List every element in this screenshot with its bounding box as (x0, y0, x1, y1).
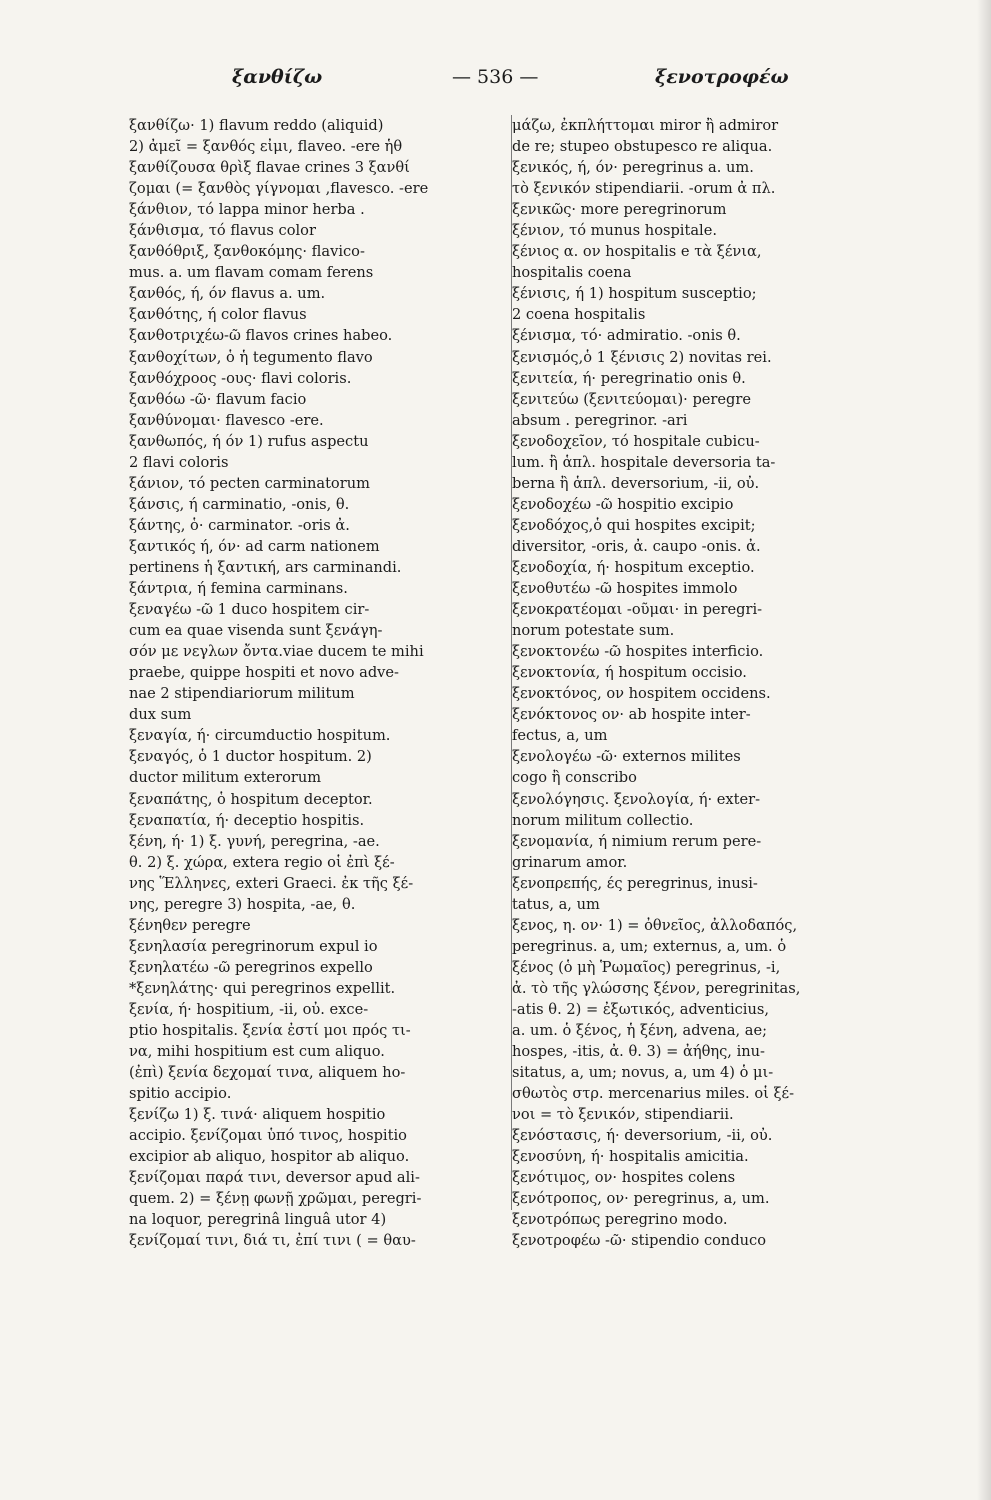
entry-line: ξανθόχροος -ους· flavi coloris. (129, 369, 352, 387)
entry-line: ξανθός, ή, όν flavus a. um. (129, 285, 326, 303)
entry-line: ξενότιμος, ον· hospites colens (512, 1169, 736, 1187)
entry-line: ξενος, η. ον· 1) = ὀθνεῖος, ἀλλοδαπός, (512, 916, 798, 934)
entry-line: ξενιτεύω (ξενιτεύομαι)· peregre (512, 390, 751, 408)
entry-line: quem. 2) = ξένῃ φωνῇ χρῶμαι, peregri- (129, 1190, 422, 1208)
entry-line: μάζω, ἐκπλήττομαι miror ἢ admiror (512, 117, 779, 134)
entry-line: ξενόστασις, ή· deversorium, -ii, οὐ. (512, 1127, 773, 1145)
entry-line: ξανθοτριχέω-ῶ flavos crines habeo. (129, 327, 393, 345)
entry-line: dux sum (129, 706, 192, 724)
entry-line: ξενοτροφέω -ῶ· stipendio conduco (512, 1232, 767, 1250)
entry-line: na loquor, peregrinâ linguâ utor 4) (129, 1211, 387, 1229)
scan-edge-shadow (977, 0, 991, 1500)
entry-line: ξένη, ή· 1) ξ. γυνή, peregrina, -ae. (129, 832, 380, 850)
entry-line: ξενία, ή· hospitium, -ii, οὐ. exce- (129, 1000, 369, 1018)
entry-line: ξανθόθριξ, ξανθοκόμης· flavico- (129, 243, 365, 261)
entry-line: pertinens ἡ ξαντική, ars carminandi. (129, 558, 402, 576)
right-column (512, 115, 955, 1252)
entry-line: diversitor, -oris, ἀ. caupo -onis. ἀ. (512, 537, 761, 555)
entry-line: fectus, a, um (512, 727, 608, 745)
entry-line: -atis θ. 2) = ἐξωτικός, adventicius, (512, 1000, 769, 1018)
entry-line: sitatus, a, um; novus, a, um 4) ὁ μι- (512, 1064, 774, 1082)
entry-line: grinarum amor. (512, 853, 628, 871)
entry-line: ξένιον, τό munus hospitale. (512, 222, 717, 240)
entry-line: νοι = τὸ ξενικόν, stipendiarii. (512, 1106, 734, 1124)
entry-line: ξαντικός ή, όν· ad carm nationem (129, 537, 380, 555)
entry-line: ξενολόγησις. ξενολογία, ή· exter- (512, 790, 761, 808)
entry-line: ξεναπάτης, ὁ hospitum deceptor. (129, 790, 373, 808)
entry-line: ξενολογέω -ῶ· externos milites (512, 748, 741, 766)
entry-line: ξάνσις, ή carminatio, -onis, θ. (129, 495, 350, 513)
entry-line: ἀ. τὸ τῆς γλώσσης ξένον, peregrinitas, (512, 979, 801, 997)
entry-line: ξενοτρόπως peregrino modo. (512, 1211, 728, 1229)
page-header (120, 66, 951, 96)
entry-line: ξάντρια, ή femina carminans. (129, 580, 348, 598)
entry-line: ξενοσύνη, ή· hospitalis amicitia. (512, 1148, 749, 1166)
entry-line: ξενοδοχία, ή· hospitum exceptio. (512, 558, 755, 576)
entry-line: ξενοκτόνος, ον hospitem occidens. (512, 685, 771, 703)
entry-line: tatus, a, um (512, 895, 600, 913)
entry-line: lum. ἢ ἁπλ. hospitale deversoria ta- (512, 453, 776, 471)
entry-line: a. um. ὁ ξένος, ἡ ξένη, advena, ae; (512, 1022, 768, 1040)
entry-line: hospitalis coena (512, 264, 632, 282)
entry-line: ξανθίζουσα θρὶξ flavae crines 3 ξανθί (129, 159, 410, 177)
entry-line: ξένιος α. ον hospitalis e τὰ ξένια, (512, 243, 762, 261)
entry-line: spitio accipio. (129, 1085, 232, 1103)
entry-line: θ. 2) ξ. χώρα, extera regio οἱ ἐπὶ ξέ- (129, 853, 395, 871)
entry-line: ξενόκτονος ον· ab hospite inter- (512, 706, 751, 724)
header-last-headword: ξενοτροφέω (655, 66, 789, 88)
entry-line: ξένισμα, τό· admiratio. -onis θ. (512, 327, 741, 345)
entry-line: ξενίζομαί τινι, διά τι, ἐπί τινι ( = θαυ- (129, 1232, 416, 1250)
entry-line: ξενοδοχέω -ῶ hospitio excipio (512, 495, 734, 513)
entry-line: ξεναγία, ή· circumductio hospitum. (129, 727, 391, 745)
entry-line: ξένισις, ή 1) hospitum susceptio; (512, 285, 757, 303)
entry-line: ξενοθυτέω -ῶ hospites immolo (512, 580, 738, 598)
entry-line: νης Ἕλληνες, exteri Graeci. ἐκ τῆς ξέ- (129, 874, 414, 892)
entry-line: (ἐπὶ) ξενία δεχομαί τινα, aliquem ho- (129, 1064, 406, 1082)
entry-line: ξενικῶς· more peregrinorum (512, 201, 727, 219)
entry-line: ξεναγός, ὁ 1 ductor hospitum. 2) (129, 748, 372, 766)
entry-line: ξενοκτονία, ή hospitum occisio. (512, 664, 747, 682)
entry-line: ξάνθισμα, τό flavus color (129, 222, 316, 240)
entry-line: ζομαι (= ξανθὸς γίγνομαι ,flavesco. -ere (129, 180, 429, 198)
entry-line: hospes, -itis, ἀ. θ. 3) = ἀήθης, inu- (512, 1043, 765, 1061)
entry-line: ξεναπατία, ή· deceptio hospitis. (129, 811, 365, 829)
entry-line: nae 2 stipendiariorum militum (129, 685, 355, 703)
entry-line: ξάντης, ὁ· carminator. -oris ἀ. (129, 516, 350, 534)
entry-line: peregrinus. a, um; externus, a, um. ὁ (512, 937, 787, 955)
entry-line: ξενοπρεπής, ές peregrinus, inusi- (512, 874, 758, 892)
entry-line: ξανθόω -ῶ· flavum facio (129, 390, 307, 408)
entry-line: 2) ἀμεῖ = ξανθός εἰμι, flaveo. -ere ἡθ (129, 138, 403, 156)
entry-line: 2 coena hospitalis (512, 306, 646, 324)
entry-line: ξενιτεία, ή· peregrinatio onis θ. (512, 369, 746, 387)
entry-line: mus. a. um flavam comam ferens (129, 264, 374, 282)
entry-line: νης, peregre 3) hospita, -ae, θ. (129, 895, 356, 913)
entry-line: de re; stupeo obstupesco re aliqua. (512, 138, 773, 156)
entry-line: 2 flavi coloris (129, 453, 229, 471)
entry-line: cum ea quae visenda sunt ξενάγη- (129, 622, 383, 640)
entry-line: ξενηλατέω -ῶ peregrinos expello (129, 958, 373, 976)
entry-line: ξεναγέω -ῶ 1 duco hospitem cir- (129, 601, 370, 619)
entry-line: ξενομανία, ή nimium rerum pere- (512, 832, 762, 850)
header-first-headword: ξανθίζω (232, 66, 323, 88)
entry-line: ξάνιον, τό pecten carminatorum (129, 474, 370, 492)
entry-line: accipio. ξενίζομαι ὑπό τινος, hospitio (129, 1127, 407, 1145)
entry-line: ξάνθιον, τό lappa minor herba . (129, 201, 365, 219)
entry-line: ξανθωπός, ή όν 1) rufus aspectu (129, 432, 369, 450)
entry-line: ductor militum exterorum (129, 769, 322, 787)
entry-line: norum militum collectio. (512, 811, 694, 829)
entry-line: ξενισμός,ὁ 1 ξένισις 2) novitas rei. (512, 348, 772, 366)
entry-line: ξενοκρατέομαι -οῦμαι· in peregri- (512, 601, 763, 619)
entry-line: τὸ ξενικόν stipendiarii. -orum ἀ πλ. (512, 180, 776, 198)
entry-line: ptio hospitalis. ξενία ἐστί μοι πρός τι- (129, 1022, 411, 1040)
entry-line: absum . peregrinor. -ari (512, 411, 688, 429)
entry-line: σόν με νεγλων ὄντα.viae ducem te mihi (129, 643, 424, 661)
entry-line: ξενοδόχος,ὁ qui hospites excipit; (512, 516, 756, 534)
entry-line: ξένος (ὁ μὴ Ῥωμαῖος) peregrinus, -i, (512, 958, 781, 976)
page-number: — 536 — (452, 66, 539, 88)
entry-line: ξενότροπος, ον· peregrinus, a, um. (512, 1190, 770, 1208)
entry-line: praebe, quippe hospiti et novo adve- (129, 664, 399, 682)
entry-line: excipior ab aliquo, hospitor ab aliquo. (129, 1148, 410, 1166)
entry-line: ξανθότης, ή color flavus (129, 306, 307, 324)
entry-line: berna ἢ ἁπλ. deversorium, -ii, οὐ. (512, 474, 760, 492)
entry-line: norum potestate sum. (512, 622, 675, 640)
entry-line: ξενοκτονέω -ῶ hospites interficio. (512, 643, 764, 661)
entry-line: ξανθύνομαι· flavesco -ere. (129, 411, 324, 429)
entry-line: ξενίζομαι παρά τινι, deversor apud ali- (129, 1169, 420, 1187)
left-column (129, 115, 514, 1252)
entry-line: *ξενηλάτης· qui peregrinos expellit. (129, 979, 396, 997)
entry-line: cogo ἢ conscribo (512, 769, 637, 787)
entry-line: ξανθίζω· 1) flavum reddo (aliquid) (129, 117, 384, 134)
entry-line: ξενοδοχεῖον, τό hospitale cubicu- (512, 432, 760, 450)
entry-line: να, mihi hospitium est cum aliquo. (129, 1043, 385, 1061)
entry-line: ξενηλασία peregrinorum expul io (129, 937, 378, 955)
entry-line: ξενίζω 1) ξ. τινά· aliquem hospitio (129, 1106, 386, 1124)
entry-line: ξανθοχίτων, ὁ ἡ tegumento flavo (129, 348, 373, 366)
entry-line: ξένηθεν peregre (129, 916, 251, 934)
entry-line: ξενικός, ή, όν· peregrinus a. um. (512, 159, 754, 177)
entry-line: σθωτὸς στρ. mercenarius miles. οἱ ξέ- (512, 1085, 794, 1103)
